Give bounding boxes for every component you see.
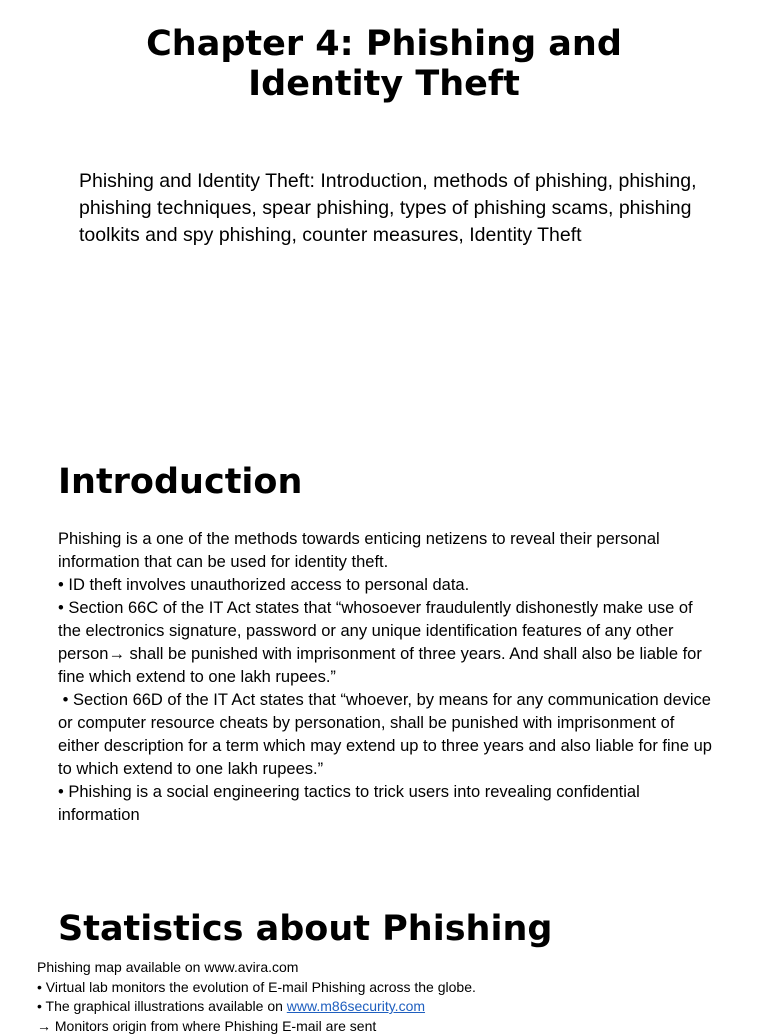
intro-bullet-section-66d: • Section 66D of the IT Act states that “whoever, by means for any communication device or computer resource cheats by personation, shall be punished with imprisonment of either description for a term which may extend up to three years and also liable for fine up to which extend to one lakh rupees.” bbox=[58, 689, 718, 781]
introduction-heading: Introduction bbox=[58, 462, 302, 502]
intro-paragraph-definition: Phishing is a one of the methods towards enticing netizens to reveal their personal information that can be used for identity theft. bbox=[58, 528, 718, 574]
stats-line-avira: Phishing map available on www.avira.com bbox=[37, 958, 737, 978]
introduction-body bbox=[58, 528, 718, 827]
chapter-title bbox=[0, 24, 768, 104]
intro-bullet-social-engineering: • Phishing is a social engineering tactics to trick users into revealing confidential information bbox=[58, 781, 718, 827]
intro-bullet-section-66c: • Section 66C of the IT Act states that “whosoever fraudulently dishonestly make use of the electronics signature, password or any unique identification features of any other person→ shall be punished with imprisonment of three years. And shall also be liable for fine which extend to one lakh rupees.” bbox=[58, 597, 718, 689]
chapter-summary: Phishing and Identity Theft: Introduction, methods of phishing, phishing, phishing techniques, spear phishing, types of phishing scams, phishing toolkits and spy phishing, counter measures, Identity Theft bbox=[79, 168, 699, 249]
chapter-title-line-1: Chapter 4: Phishing and bbox=[146, 24, 622, 64]
m86security-link[interactable]: www.m86security.com bbox=[287, 998, 425, 1014]
stats-line-graphical-text: • The graphical illustrations available on bbox=[37, 998, 287, 1014]
chapter-title-line-2: Identity Theft bbox=[248, 64, 520, 104]
intro-bullet-id-theft: • ID theft involves unauthorized access to personal data. bbox=[58, 574, 718, 597]
stats-line-origin: → Monitors origin from where Phishing E-mail are sent bbox=[37, 1017, 737, 1036]
statistics-heading: Statistics about Phishing bbox=[58, 909, 552, 949]
statistics-body bbox=[37, 958, 737, 1036]
stats-line-virtual-lab: • Virtual lab monitors the evolution of E-mail Phishing across the globe. bbox=[37, 978, 737, 998]
stats-line-graphical bbox=[37, 997, 737, 1017]
